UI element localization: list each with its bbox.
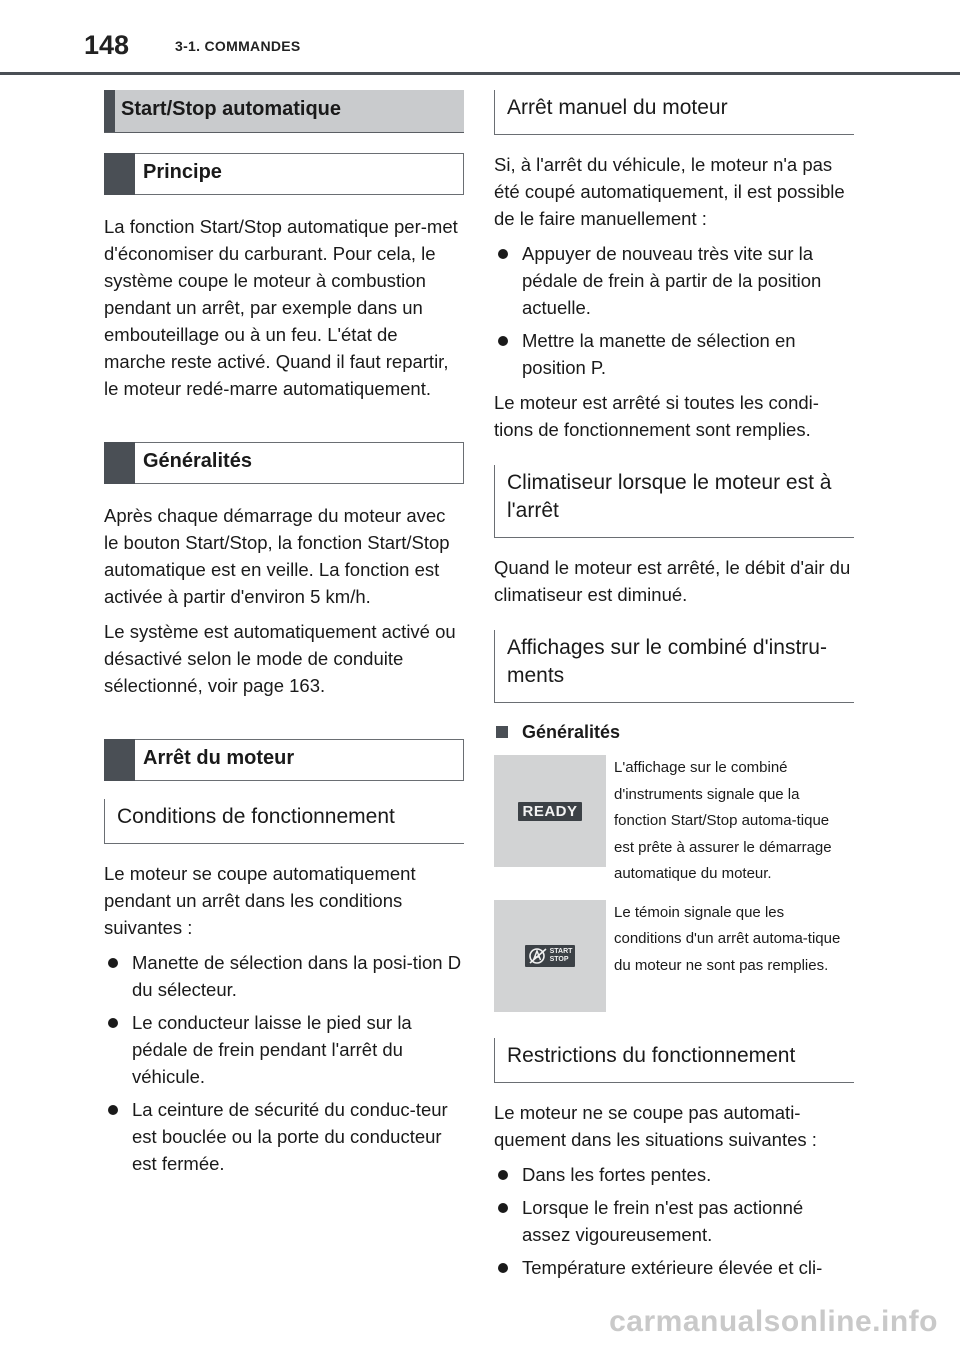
generalites-paragraph-2: Le système est automatiquement activé ou désactivé selon le mode de conduite sélectionné, voir page 163. (104, 621, 456, 696)
start-stop-indicator-image (494, 900, 606, 1012)
list-item: Dans les fortes pentes. (494, 1161, 854, 1188)
restrictions-paragraph: Le moteur ne se coupe pas automati-quement dans les situations suivantes : (494, 1101, 817, 1150)
subsection-heading-label: Principe (143, 161, 222, 183)
subheading-generalites: Généralités (494, 719, 854, 745)
stop-label: STOP (549, 955, 569, 963)
heading-affichages: Affichages sur le combiné d'instru-ments (494, 630, 854, 703)
start-stop-indicator-description: Le témoin signale que les conditions d'un arrêt automa-tique du moteur ne sont pas remplies. (614, 903, 841, 974)
ready-badge: READY (518, 802, 581, 821)
list-item: La ceinture de sécurité du conduc-teur est bouclée ou la porte du conducteur est fermée. (104, 1096, 464, 1177)
subsection-heading-arret-moteur (104, 739, 464, 781)
restrictions-list (494, 1161, 854, 1281)
list-item: Mettre la manette de sélection en position P. (494, 327, 854, 381)
manual-paragraph-2: Le moteur est arrêté si toutes les condi-tions de fonctionnement sont remplies. (494, 392, 819, 440)
subsection-heading-generalites (104, 442, 464, 484)
page-number: 148 (84, 30, 130, 60)
subsection-heading-principe (104, 153, 464, 195)
list-item: Appuyer de nouveau très vite sur la pédale de frein à partir de la position actuelle. (494, 240, 854, 321)
manual-paragraph: Si, à l'arrêt du véhicule, le moteur n'a pas été coupé automatiquement, il est possible de le faire manuellement : (494, 154, 845, 229)
page-header (0, 0, 960, 76)
list-item: Le conducteur laisse le pied sur la pédale de frein pendant l'arrêt du véhicule. (104, 1009, 464, 1090)
chapter-title: 3-1. COMMANDES (175, 38, 301, 54)
start-stop-badge (525, 945, 576, 967)
watermark: carmanualsonline.info (609, 1305, 938, 1338)
conditions-paragraph: Le moteur se coupe automatiquement pendant un arrêt dans les conditions suivantes : (104, 863, 416, 938)
ready-indicator-description: L'affichage sur le combiné d'instruments signale que la fonction Start/Stop automa-tique est prête à assurer le démarrage automatique du moteur. (614, 759, 832, 882)
start-label: START (549, 947, 573, 955)
indicator-row-start-stop (494, 900, 854, 1012)
heading-arret-manuel: Arrêt manuel du moteur (494, 90, 854, 135)
heading-climatiseur: Climatiseur lorsque le moteur est à l'arrêt (494, 465, 854, 538)
conditions-list (104, 949, 464, 1177)
list-item: Lorsque le frein n'est pas actionné assez vigoureusement. (494, 1194, 854, 1248)
heading-restrictions: Restrictions du fonctionnement (494, 1038, 854, 1083)
left-column (104, 90, 464, 1185)
subsection-heading-label: Arrêt du moteur (143, 747, 295, 769)
subsection-heading-label: Généralités (143, 450, 252, 472)
section-heading-start-stop (104, 90, 464, 133)
right-column (494, 90, 854, 1289)
list-item: Manette de sélection dans la posi-tion D du sélecteur. (104, 949, 464, 1003)
heading-conditions: Conditions de fonctionnement (104, 799, 464, 844)
generalites-paragraph-1: Après chaque démarrage du moteur avec le bouton Start/Stop, la fonction Start/Stop automatique est en veille. La fonction est activée à partir d'environ 5 km/h. (104, 505, 450, 607)
ready-indicator-image (494, 755, 606, 867)
manual-list (494, 240, 854, 381)
principe-paragraph: La fonction Start/Stop automatique per-met d'économiser du carburant. Pour cela, le système coupe le moteur à combustion pendant un arrêt, par exemple dans un embouteillage ou à un feu. L'état de marche reste activé. Quand il faut repartir, le moteur redé-marre automatiquement. (104, 216, 458, 399)
section-heading-label: Start/Stop automatique (121, 98, 342, 120)
header-divider (0, 72, 960, 75)
auto-start-stop-icon (528, 947, 548, 965)
clim-paragraph: Quand le moteur est arrêté, le débit d'air du climatiseur est diminué. (494, 557, 851, 605)
indicator-row-ready (494, 755, 854, 888)
list-item: Température extérieure élevée et cli- (494, 1254, 854, 1281)
